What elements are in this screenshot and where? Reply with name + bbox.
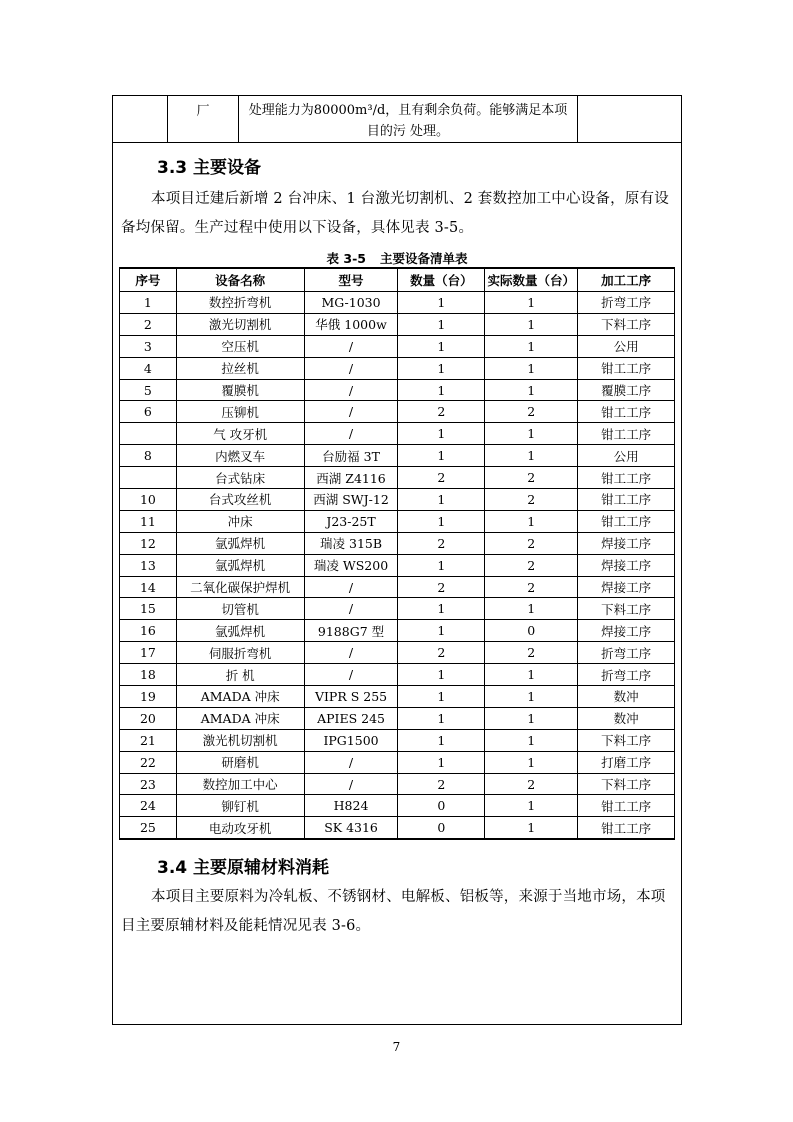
header-cell: 设备名称 [176,268,304,292]
table-cell: 1 [485,292,578,314]
table-cell: / [304,379,398,401]
table-cell: 0 [485,620,578,642]
table-cell: 气 攻牙机 [176,423,304,445]
table-cell: 焊接工序 [578,576,675,598]
table-cell: 压铆机 [176,401,304,423]
table-row [120,664,675,686]
table-row [120,576,675,598]
table-cell: 内燃叉车 [176,445,304,467]
table-cell: 钳工工序 [578,817,675,839]
section-3-3-title: 3.3 主要设备 [157,158,262,178]
table-row [120,795,675,817]
table-cell: 18 [120,664,177,686]
table-cell: 钳工工序 [578,489,675,511]
table-row [120,379,675,401]
table-cell: 折弯工序 [578,292,675,314]
table-cell: 2 [485,642,578,664]
table-cell: 激光切割机 [176,313,304,335]
table-cell: 2 [398,532,485,554]
table-cell: 22 [120,751,177,773]
table-cell: 氩弧焊机 [176,532,304,554]
table-caption [113,249,681,267]
table-cell: 25 [120,817,177,839]
table-row [120,554,675,576]
table-cell: 1 [398,729,485,751]
table-cell: 1 [398,292,485,314]
table-cell: 2 [120,313,177,335]
table-cell: 打磨工序 [578,751,675,773]
table-cell: 6 [120,401,177,423]
table-cell: 1 [485,686,578,708]
table-cell: 19 [120,686,177,708]
table-row [120,313,675,335]
table-cell: 氩弧焊机 [176,620,304,642]
table-cell: 3 [120,335,177,357]
continuation-cell-4 [578,96,681,143]
table-cell: 1 [398,335,485,357]
table-cell: 折 机 [176,664,304,686]
table-cell: 0 [398,817,485,839]
table-row [120,642,675,664]
table-cell: 1 [398,489,485,511]
continuation-row [113,96,681,144]
table-cell: 2 [485,401,578,423]
table-cell: 2 [485,576,578,598]
table-row [120,773,675,795]
header-cell: 加工工序 [578,268,675,292]
table-cell: 折弯工序 [578,664,675,686]
table-cell: 2 [485,489,578,511]
table-cell: 数控加工中心 [176,773,304,795]
table-body [120,292,675,840]
continuation-text-line-2: 目的污 处理。 [366,124,450,139]
table-cell: 2 [485,532,578,554]
table-cell: 8 [120,445,177,467]
table-cell: / [304,751,398,773]
table-cell: 2 [398,576,485,598]
table-cell: 1 [398,510,485,532]
table-cell: 12 [120,532,177,554]
table-cell: 1 [485,598,578,620]
table-cell: 0 [398,795,485,817]
table-cell: 5 [120,379,177,401]
table-cell: 1 [485,379,578,401]
table-cell: 1 [485,729,578,751]
table-cell: AMADA 冲床 [176,707,304,729]
table-cell: 2 [398,401,485,423]
table-cell: 焊接工序 [578,620,675,642]
table-cell: 10 [120,489,177,511]
table-cell: 1 [485,335,578,357]
table-cell: 1 [398,686,485,708]
table-cell: 西湖 SWJ-12 [304,489,398,511]
header-cell: 数量（台） [398,268,485,292]
table-cell: 下料工序 [578,313,675,335]
equipment-table [119,267,675,840]
section-3-4-title: 3.4 主要原辅材料消耗 [157,858,330,878]
table-cell: / [304,773,398,795]
table-cell: 1 [485,357,578,379]
table-row [120,489,675,511]
table-cell: 2 [398,467,485,489]
table-cell: 焊接工序 [578,554,675,576]
table-cell: 华俄 1000w [304,313,398,335]
table-row [120,707,675,729]
table-cell: 1 [398,423,485,445]
section-3-4-paragraph: 本项目主要原料为冷轧板、不锈钢材、电解板、铝板等，来源于当地市场，本项目主要原辅材料及能耗情况见表 3-6。 [121,889,666,934]
table-cell: 钳工工序 [578,467,675,489]
table-row [120,357,675,379]
table-cell: 焊接工序 [578,532,675,554]
table-cell: 1 [398,664,485,686]
table-cell: 24 [120,795,177,817]
table-cell: 数冲 [578,707,675,729]
table-cell: MG-1030 [304,292,398,314]
table-cell: 铆钉机 [176,795,304,817]
table-cell: 1 [398,751,485,773]
continuation-cell-1 [113,96,168,143]
table-cell: 2 [485,773,578,795]
table-cell: 20 [120,707,177,729]
table-cell: 1 [398,620,485,642]
table-cell: 1 [398,554,485,576]
table-row [120,817,675,839]
page-number: 7 [392,1040,401,1054]
table-cell: 二氧化碳保护焊机 [176,576,304,598]
table-cell: H824 [304,795,398,817]
table-cell: 1 [398,313,485,335]
table-row [120,620,675,642]
table-cell: / [304,664,398,686]
table-cell: 15 [120,598,177,620]
table-cell: 氩弧焊机 [176,554,304,576]
table-cell: / [304,642,398,664]
table-cell: 2 [398,642,485,664]
table-cell: 1 [398,707,485,729]
table-row [120,292,675,314]
table-cell: 14 [120,576,177,598]
table-cell: 1 [485,445,578,467]
table-cell: 伺服折弯机 [176,642,304,664]
table-cell: 下料工序 [578,598,675,620]
table-cell: 1 [485,707,578,729]
table-cell: / [304,423,398,445]
table-cell: 1 [485,510,578,532]
table-row [120,598,675,620]
table-cell: AMADA 冲床 [176,686,304,708]
table-cell: 钳工工序 [578,423,675,445]
table-row [120,510,675,532]
table-cell [120,467,177,489]
table-cell: 台式钻床 [176,467,304,489]
table-cell: 瑞凌 315B [304,532,398,554]
table-cell: 13 [120,554,177,576]
table-cell: 1 [398,357,485,379]
table-header-row [120,268,675,292]
table-cell: 公用 [578,445,675,467]
table-cell: 2 [398,773,485,795]
continuation-cell-3 [239,96,578,143]
table-cell: 覆膜工序 [578,379,675,401]
table-cell: 1 [485,795,578,817]
table-cell: 数冲 [578,686,675,708]
table-row [120,532,675,554]
table-caption-title: 主要设备清单表 [379,251,468,266]
table-cell: 切管机 [176,598,304,620]
table-row [120,423,675,445]
table-row [120,686,675,708]
table-cell: 冲床 [176,510,304,532]
table-cell: 钳工工序 [578,510,675,532]
table-cell: 拉丝机 [176,357,304,379]
table-cell: 1 [485,664,578,686]
table-cell: 研磨机 [176,751,304,773]
table-cell: 下料工序 [578,729,675,751]
table-cell: 折弯工序 [578,642,675,664]
header-cell: 实际数量（台） [485,268,578,292]
table-cell: 空压机 [176,335,304,357]
table-cell: 16 [120,620,177,642]
table-cell: VIPR S 255 [304,686,398,708]
table-row [120,401,675,423]
table-caption-number: 表 3-5 [326,251,366,266]
table-row [120,729,675,751]
table-cell: / [304,357,398,379]
table-cell: 4 [120,357,177,379]
table-cell: 覆膜机 [176,379,304,401]
section-3-3-paragraph: 本项目迁建后新增 2 台冲床、1 台激光切割机、2 套数控加工中心设备，原有设备均保留。生产过程中使用以下设备，具体见表 3-5。 [121,191,669,236]
table-cell: J23-25T [304,510,398,532]
table-row [120,467,675,489]
table-cell: / [304,598,398,620]
continuation-cell-2: 厂 [168,96,239,143]
table-cell: 11 [120,510,177,532]
table-cell: 下料工序 [578,773,675,795]
table-cell: 公用 [578,335,675,357]
table-cell: 数控折弯机 [176,292,304,314]
header-cell: 型号 [304,268,398,292]
table-cell: IPG1500 [304,729,398,751]
table-cell: 9188G7 型 [304,620,398,642]
table-cell: 西湖 Z4116 [304,467,398,489]
table-cell: 21 [120,729,177,751]
table-cell: / [304,401,398,423]
table-cell [120,423,177,445]
table-cell: 1 [485,423,578,445]
table-row [120,445,675,467]
table-cell: 激光机切割机 [176,729,304,751]
table-cell: 钳工工序 [578,401,675,423]
table-cell: 1 [398,445,485,467]
table-cell: 1 [398,598,485,620]
table-cell: 台励福 3T [304,445,398,467]
table-cell: 17 [120,642,177,664]
table-cell: 23 [120,773,177,795]
table-cell: / [304,335,398,357]
table-cell: 1 [485,817,578,839]
table-row [120,335,675,357]
table-cell: 2 [485,554,578,576]
table-cell: 1 [485,751,578,773]
table-cell: 2 [485,467,578,489]
page-frame [112,95,682,1025]
table-row [120,751,675,773]
table-cell: 电动攻牙机 [176,817,304,839]
table-cell: 1 [120,292,177,314]
table-cell: 1 [485,313,578,335]
table-cell: 钳工工序 [578,795,675,817]
table-cell: / [304,576,398,598]
table-cell: SK 4316 [304,817,398,839]
table-cell: APIES 245 [304,707,398,729]
continuation-text-line-1: 处理能力为80000m³/d，且有剩余负荷。能够满足本项 [248,103,568,118]
header-cell: 序号 [120,268,177,292]
table-cell: 台式攻丝机 [176,489,304,511]
table-cell: 1 [398,379,485,401]
table-cell: 钳工工序 [578,357,675,379]
table-cell: 瑞凌 WS200 [304,554,398,576]
